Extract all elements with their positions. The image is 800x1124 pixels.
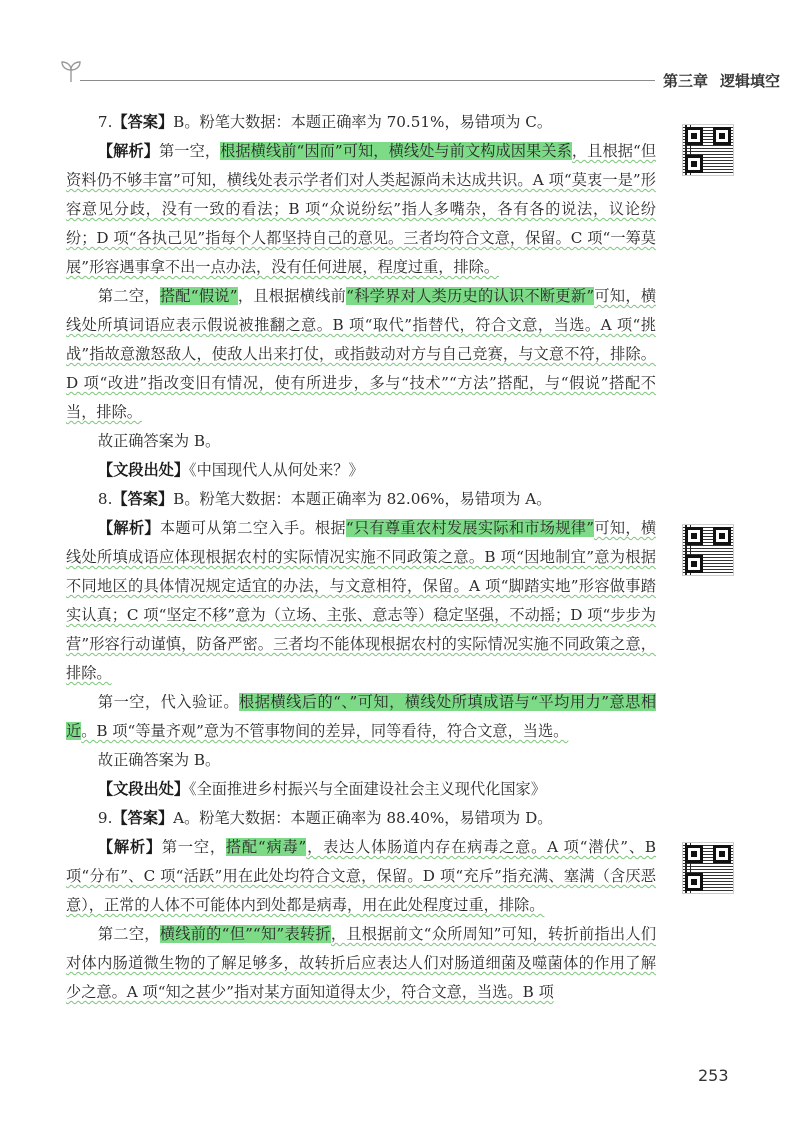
analysis-text: 可知，横线处所填成语应体现根据农村的实际情况实施不同政策之意。B 项“因地制宜”意为根据不同地区的具体情况规定适宜的办法，与文意相符，保留。A 项“脚踏实地”形容做事踏实认真；C 项“坚定不移”意为（立场、主张、意志等）稳定坚强，不动摇；D 项“步步为营”形容行动谨慎，防备严密。三者均不能体现根据农村的实际情况实施不同政策之意，排除。 (66, 519, 657, 682)
highlighted-text: 横线前的“但”“知”表转折 (159, 925, 331, 943)
q9-analysis-1 (66, 833, 656, 920)
analysis-label: 【解析】 (97, 142, 160, 160)
analysis-text: 第一空， (159, 142, 221, 160)
analysis-text: 第一空， (161, 838, 226, 856)
source-label: 【文段出处】 (97, 461, 190, 479)
q8-analysis-2 (66, 688, 656, 746)
q8-analysis-1 (66, 514, 656, 688)
analysis-text: 第一空，代入验证。 (97, 693, 240, 711)
page-number: 253 (698, 1066, 729, 1085)
q7-analysis-2 (66, 282, 656, 427)
analysis-text: ，且根据前文“众所周知”可知，转折前指出人们对体内肠道微生物的了解足够多，故转折后应表达人们对肠道细菌及噬菌体的作用了解少之意。A 项“知之甚少”指对某方面知道得太少，符合文意，当选。B 项 (66, 925, 657, 1001)
analysis-text: 。B 项“等量齐观”意为不管事物间的差异，同等看待，符合文意，当选。 (81, 722, 569, 740)
analysis-text: ，表达人体肠道内存在病毒之意。A 项“潜伏”、B 项“分布”、C 项“活跃”用在此处均符合文意，保留。D 项“充斥”指充满、塞满（含厌恶意），正常的人体不可能体内到处都是病毒，用在此处程度过重，排除。 (66, 838, 656, 914)
page-header (58, 58, 781, 98)
highlighted-text: “科学界对人类历史的认识不断更新” (346, 287, 595, 305)
question-number: 8. (97, 490, 113, 508)
highlighted-text: 根据横线前“因而”可知，横线处与前文构成因果关系 (220, 142, 572, 160)
q7-source (66, 456, 656, 485)
q9-answer (66, 804, 656, 833)
analysis-text: 可知，横线处所填词语应表示假说被推翻之意。B 项“取代”指替代，符合文意，当选。A 项“挑战”指故意激怒敌人，使敌人出来打仗，或指鼓动对方与自己竞赛，与文意不符，排除。D 项“改进”指改变旧有情况，使有所进步，多与“技术”“方法”搭配，与“假说”搭配不当，排除。 (66, 287, 657, 421)
analysis-text: ，且根据横线前 (237, 287, 347, 305)
page-content (66, 108, 656, 1007)
analysis-text: 第二空， (97, 925, 160, 943)
answer-label: 【答案】 (112, 809, 174, 827)
answer-text: B。粉笔大数据：本题正确率为 82.06%，易错项为 A。 (173, 490, 552, 508)
highlighted-text: 搭配“病毒” (225, 838, 307, 856)
highlighted-text: 根据横线后的“、”可知，横线处所填成语与“平均用力”意思相近 (66, 693, 657, 740)
answer-text: A。粉笔大数据：本题正确率为 88.40%，易错项为 D。 (173, 809, 553, 827)
highlighted-text: 搭配“假说” (159, 287, 238, 305)
q8-answer (66, 485, 656, 514)
answer-label: 【答案】 (112, 113, 174, 131)
section-name: 逻辑填空 (720, 72, 781, 90)
qr-code-icon[interactable] (682, 842, 734, 894)
qr-code-icon[interactable] (682, 524, 734, 576)
source-text: 《中国现代人从何处来？》 (189, 461, 364, 479)
source-label: 【文段出处】 (97, 780, 190, 798)
qr-code-icon[interactable] (682, 124, 734, 176)
analysis-label: 【解析】 (97, 519, 160, 537)
chapter-number: 第三章 (663, 72, 709, 90)
q7-answer (66, 108, 656, 137)
question-number: 7. (97, 113, 113, 131)
chapter-title (663, 70, 780, 91)
q7-conclusion: 故正确答案为 B。 (97, 432, 221, 450)
header-rule (80, 80, 655, 81)
question-number: 9. (97, 809, 113, 827)
source-text: 《全面推进乡村振兴与全面建设社会主义现代化国家》 (189, 780, 546, 798)
q7-analysis-1 (66, 137, 656, 282)
q8-conclusion: 故正确答案为 B。 (97, 751, 221, 769)
q8-source (66, 775, 656, 804)
highlighted-text: “只有尊重农村发展实际和市场规律” (345, 519, 595, 537)
q9-analysis-2 (66, 920, 656, 1007)
analysis-label: 【解析】 (97, 838, 162, 856)
analysis-text: ，且根据“但资料仍不够丰富”可知，横线处表示学者们对人类起源尚未达成共识。A 项“莫衷一是”形容意见分歧，没有一致的看法；B 项“众说纷纭”指人多嘴杂，各有各的说法，议论纷纷；D 项“各执己见”指每个人都坚持自己的意见。三者均符合文意，保留。C 项“一筹莫展”形容遇事拿不出一点办法，没有任何进展，程度过重，排除。 (66, 142, 657, 276)
answer-text: B。粉笔大数据：本题正确率为 70.51%，易错项为 C。 (173, 113, 553, 131)
answer-label: 【答案】 (112, 490, 174, 508)
analysis-text: 本题可从第二空入手。根据 (159, 519, 346, 537)
analysis-text: 第二空， (97, 287, 160, 305)
